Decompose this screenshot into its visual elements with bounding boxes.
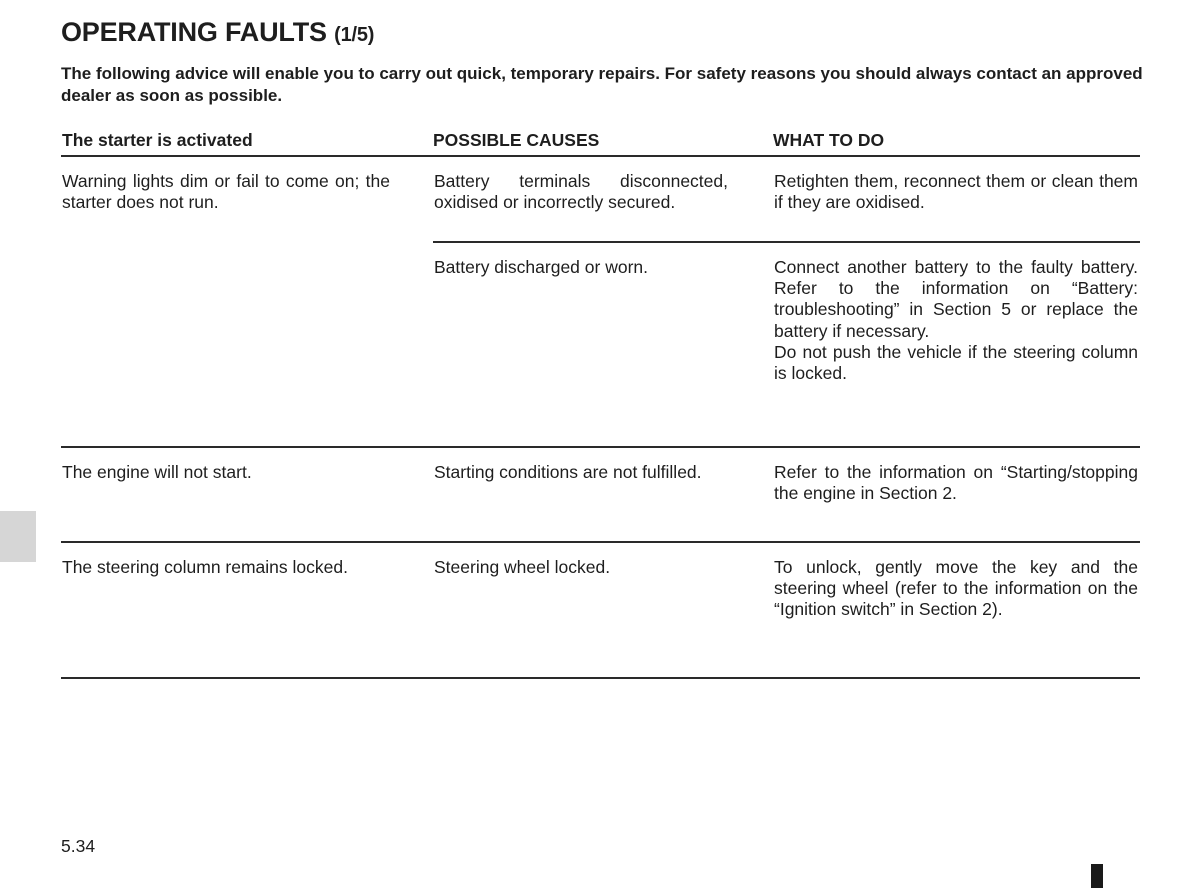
- print-corner-mark: [1091, 864, 1103, 888]
- cause-cell: Battery discharged or worn.: [434, 257, 648, 277]
- column-header-action: WHAT TO DO: [773, 130, 885, 150]
- table-bottom-divider: [61, 677, 1140, 679]
- section-tab-marker: [0, 511, 36, 562]
- page-title: [61, 17, 374, 48]
- cause-cell: Starting conditions are not fulfilled.: [434, 462, 702, 482]
- entry-divider: [433, 241, 1140, 243]
- page-part-indicator: (1/5): [334, 24, 375, 46]
- action-cell: [774, 257, 1138, 384]
- action-paragraph: Do not push the vehicle if the steering column is locked.: [774, 341, 1138, 384]
- action-cell: [774, 171, 1138, 213]
- page-title-text: OPERATING FAULTS: [61, 17, 327, 47]
- cause-cell: Steering wheel locked.: [434, 557, 611, 577]
- page-number: 5.34: [61, 836, 96, 856]
- row-divider: [61, 541, 1140, 543]
- symptom-cell: The steering column remains locked.: [62, 557, 348, 577]
- column-header-symptom: The starter is activated: [62, 130, 253, 150]
- action-paragraph: Refer to the information on “Starting/stopping the engine in Section 2.: [774, 462, 1138, 504]
- column-header-causes: POSSIBLE CAUSES: [433, 130, 600, 150]
- action-paragraph: To unlock, gently move the key and the steering wheel (refer to the information on the “Ignition switch” in Section 2).: [774, 557, 1138, 620]
- row-divider: [61, 446, 1140, 448]
- action-cell: [774, 462, 1138, 504]
- intro-text: The following advice will enable you to carry out quick, temporary repairs. For safety reasons you should always contact an approved dealer as soon as possible.: [61, 64, 1143, 105]
- action-paragraph: Connect another battery to the faulty battery. Refer to the information on “Battery: troubleshooting” in Section 5 or replace the battery if necessary.: [774, 257, 1138, 341]
- symptom-cell: Warning lights dim or fail to come on; the starter does not run.: [62, 171, 390, 213]
- cause-cell: Battery terminals disconnected, oxidised or incorrectly secured.: [434, 171, 728, 213]
- symptom-cell: The engine will not start.: [62, 462, 252, 482]
- header-divider: [61, 155, 1140, 157]
- action-cell: [774, 557, 1138, 621]
- action-paragraph: Retighten them, reconnect them or clean them if they are oxidised.: [774, 171, 1138, 213]
